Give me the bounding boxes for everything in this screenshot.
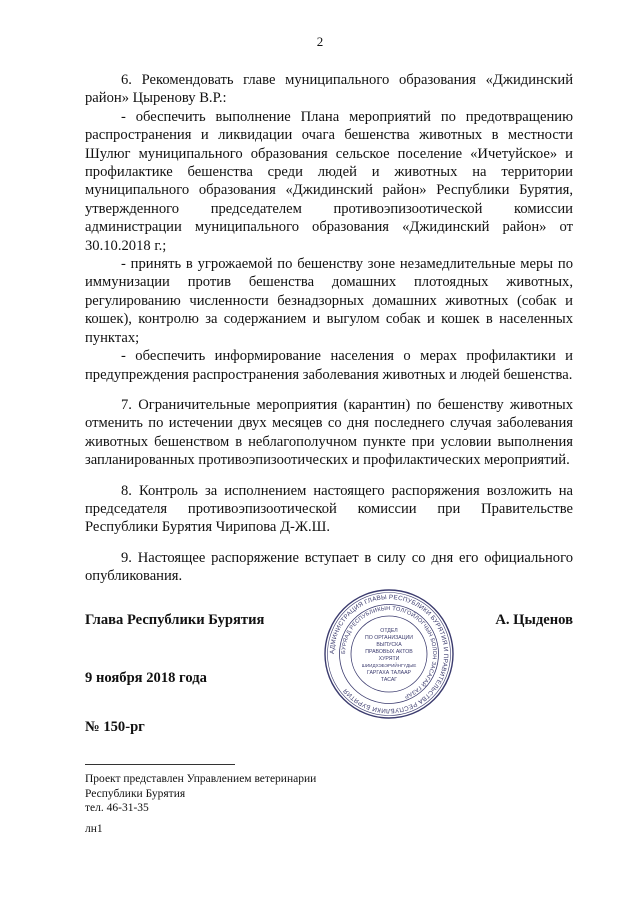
stamp-line-5: ХУРЯТИ <box>378 656 400 662</box>
paragraph-6-item-2: - принять в угрожаемой по бешенству зоне незамедлительные меры по иммунизации против бешенства домашних плотоядных животных, регулированию численности безнадзорных домашних животных (собак и кошек), контролю за содержанием и выгулом собак и кошек в населенных пунктах; <box>85 256 573 346</box>
footnote-line-2: Республики Бурятия <box>85 787 186 800</box>
stamp-line-8: ТАСАГ <box>380 677 398 683</box>
signatory-title: Глава Республики Бурятия <box>85 612 265 628</box>
footnote-code: лн1 <box>85 822 103 835</box>
footnote-phone: тел. 46-31-35 <box>85 802 149 814</box>
stamp-inner-ring-text: БУРЯАД РЕСПУБЛИКЫН ТОЛГОЙЛОГЧЫН БОЛОН ЗАСАГАЙ ГАЗАР <box>340 605 438 700</box>
document-date: 9 ноября 2018 года <box>85 670 207 686</box>
stamp-line-6: ШИИДХЭБЭРИЙНГҮДЫЕ <box>361 663 417 668</box>
stamp-line-3: ВЫПУСКА <box>376 642 402 648</box>
document-number: № 150-рг <box>85 719 145 735</box>
stamp-line-1: ОТДЕЛ <box>380 628 398 634</box>
stamp-line-7: ГАРГАХА ТАЛААР <box>366 670 412 676</box>
stamp-line-4: ПРАВОВЫХ АКТОВ <box>365 649 413 655</box>
paragraph-6-item-3: - обеспечить информирование населения о мерах профилактики и предупреждения распространения заболевания животных и людей бешенства. <box>85 348 573 383</box>
official-seal-stamp <box>323 588 455 720</box>
paragraph-8: 8. Контроль за исполнением настоящего распоряжения возложить на председателя противоэпизоотической комиссии при Правительстве Республики Бурятия Чирипова Д-Ж.Ш. <box>85 482 573 536</box>
page-number: 2 <box>316 34 324 49</box>
footnote-divider <box>85 764 235 765</box>
signatory-name: А. Цыденов <box>495 612 573 628</box>
stamp-line-2: ПО ОРГАНИЗАЦИИ <box>365 635 413 641</box>
stamp-outer-ring-text: АДМИНИСТРАЦИЯ ГЛАВЫ РЕСПУБЛИКИ БУРЯТИЯ И ПРАВИТЕЛЬСТВА РЕСПУБЛИКИ БУРЯТИЯ <box>328 593 450 715</box>
document-body <box>85 71 573 586</box>
footnote-line-1: Проект представлен Управлением ветеринарии <box>85 773 317 785</box>
paragraph-6-intro: 6. Рекомендовать главе муниципального образования «Джидинский район» Цыренову В.Р.: <box>85 72 573 107</box>
paragraph-7: 7. Ограничительные мероприятия (карантин) по бешенству животных отменить по истечении двух месяцев со дня последнего случая заболевания животных бешенством в неблагополучном пункте при условии выполнения запланированных противоэпизоотических и профилактических мероприятий. <box>85 396 573 469</box>
footnote-block <box>85 772 316 836</box>
paragraph-9: 9. Настоящее распоряжение вступает в силу со дня его официального опубликования. <box>85 549 573 585</box>
paragraph-6-item-1: - обеспечить выполнение Плана мероприятий по предотвращению распространения и ликвидации очага бешенства животных в местности Шулюг муниципального образования сельское поселение «Ичетуйское» и профилактике бешенства среди людей и животных на территории муниципального образования «Джидинский район» Республики Бурятия, утвержденного председателем противоэпизоотической комиссии администрации муниципального образования «Джидинский район» от 30.10.2018 г.; <box>85 108 573 254</box>
